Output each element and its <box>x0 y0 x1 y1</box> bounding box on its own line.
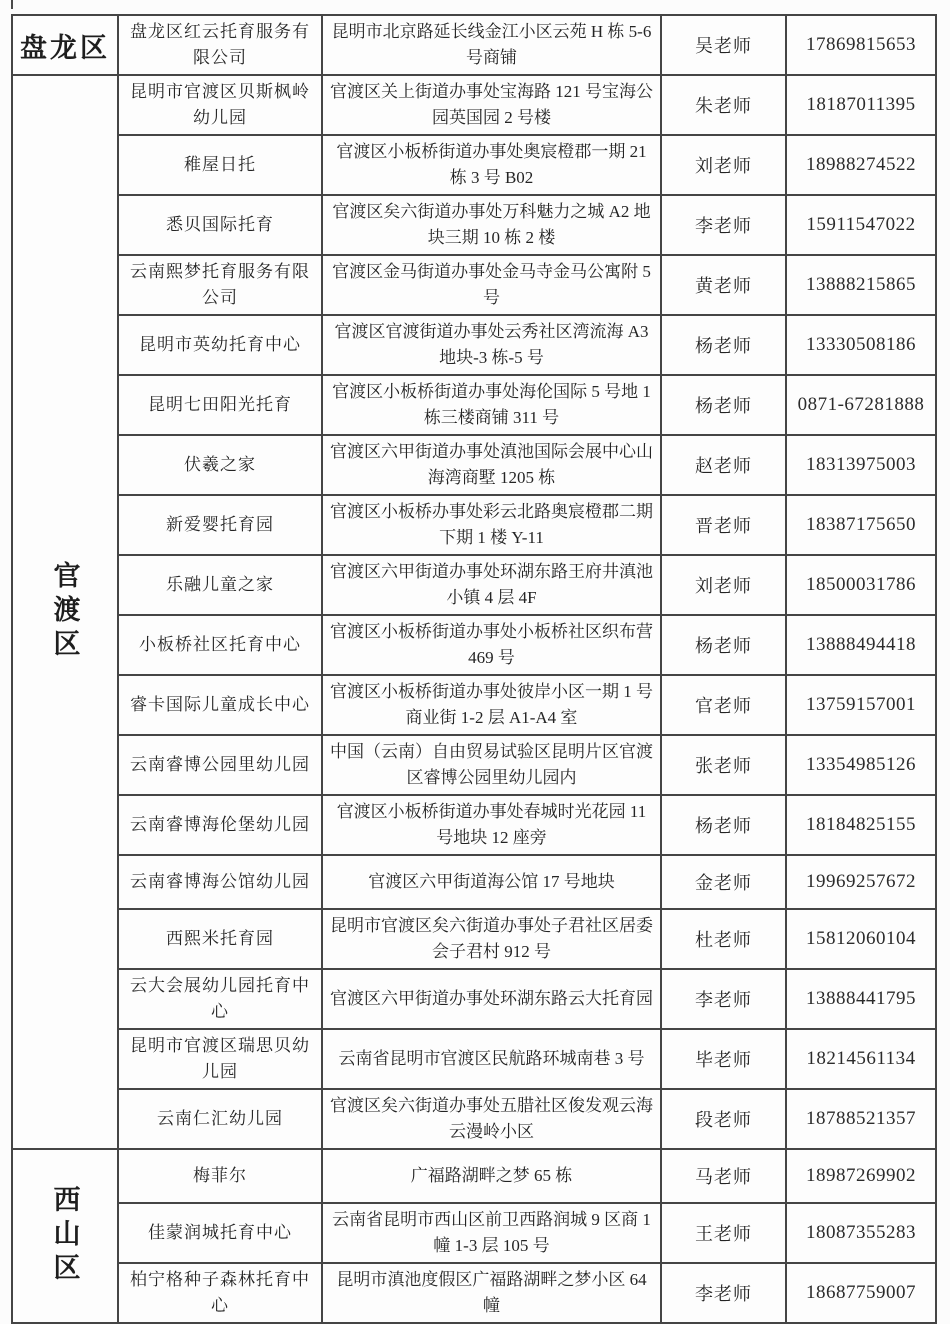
phone-cell <box>787 1090 935 1148</box>
address-text: 官渡区矣六街道办事处五腊社区俊发观云海云漫岭小区 <box>330 1096 653 1141</box>
institution-name: 乐融儿童之家 <box>166 575 274 594</box>
table-row <box>119 734 935 794</box>
table-row <box>119 1150 935 1202</box>
teacher-cell <box>662 1150 787 1202</box>
phone-cell <box>787 616 935 674</box>
address-cell <box>323 196 662 254</box>
address-cell <box>323 676 662 734</box>
address-text: 官渡区官渡街道办事处云秀社区湾流海 A3 地块-3 栋-5 号 <box>334 322 649 367</box>
institution-name: 梅菲尔 <box>193 1166 247 1185</box>
table-row <box>119 968 935 1028</box>
phone-cell <box>787 76 935 134</box>
phone-number: 13354985126 <box>806 754 916 775</box>
address-cell <box>323 496 662 554</box>
teacher-cell <box>662 256 787 314</box>
table-row <box>119 614 935 674</box>
teacher-cell <box>662 1204 787 1262</box>
address-cell <box>323 970 662 1028</box>
teacher-cell <box>662 496 787 554</box>
address-text: 官渡区小板桥街道办事处春城时光花园 11 号地块 12 座旁 <box>336 802 647 847</box>
address-cell <box>323 316 662 374</box>
teacher-cell <box>662 910 787 968</box>
teacher-name: 毕老师 <box>695 1050 752 1070</box>
institution-name: 睿卡国际儿童成长中心 <box>130 695 310 714</box>
address-text: 官渡区关上街道办事处宝海路 121 号宝海公园英国园 2 号楼 <box>330 82 653 127</box>
teacher-name: 杨老师 <box>695 396 752 416</box>
address-cell <box>323 1204 662 1262</box>
teacher-name: 李老师 <box>695 216 752 236</box>
institution-name: 云大会展幼儿园托育中心 <box>130 976 310 1021</box>
teacher-cell <box>662 436 787 494</box>
institution-name: 云南睿博公园里幼儿园 <box>130 755 310 774</box>
address-text: 官渡区矣六街道办事处万科魅力之城 A2 地块三期 10 栋 2 楼 <box>332 202 651 247</box>
phone-number: 18987269902 <box>806 1165 916 1186</box>
phone-cell <box>787 136 935 194</box>
phone-cell <box>787 1204 935 1262</box>
district-cell <box>13 76 119 1148</box>
teacher-cell <box>662 556 787 614</box>
address-text: 官渡区小板桥街道办事处海伦国际 5 号地 1 栋三楼商铺 311 号 <box>332 382 651 427</box>
district-cell <box>13 1150 119 1322</box>
phone-cell <box>787 496 935 554</box>
institution-name: 昆明市官渡区瑞思贝幼儿园 <box>130 1036 310 1081</box>
address-text: 中国（云南）自由贸易试验区昆明片区官渡区睿博公园里幼儿园内 <box>330 742 653 787</box>
institution-name-cell <box>119 676 323 734</box>
institution-name-cell <box>119 1090 323 1148</box>
phone-number: 18500031786 <box>806 574 916 595</box>
phone-cell <box>787 856 935 908</box>
institution-name: 佳蒙润城托育中心 <box>148 1223 292 1242</box>
address-text: 广福路湖畔之梦 65 栋 <box>410 1166 573 1185</box>
address-text: 云南省昆明市西山区前卫西路润城 9 区商 1 幢 1-3 层 105 号 <box>332 1210 651 1255</box>
institution-name-cell <box>119 1150 323 1202</box>
institution-name: 稚屋日托 <box>184 155 256 174</box>
section-rows <box>119 1150 935 1322</box>
table-row <box>119 1028 935 1088</box>
table-row <box>119 674 935 734</box>
phone-number: 13888494418 <box>806 634 916 655</box>
phone-number: 18387175650 <box>806 514 916 535</box>
phone-number: 13888441795 <box>806 988 916 1009</box>
teacher-cell <box>662 616 787 674</box>
teacher-name: 段老师 <box>695 1110 752 1130</box>
table-row <box>119 1088 935 1148</box>
table-row <box>119 314 935 374</box>
teacher-name: 杜老师 <box>695 930 752 950</box>
institution-name: 小板桥社区托育中心 <box>139 635 301 654</box>
table-row <box>119 194 935 254</box>
teacher-name: 金老师 <box>695 873 752 893</box>
address-text: 官渡区小板桥街道办事处奥宸橙郡一期 21 栋 3 号 B02 <box>336 142 647 187</box>
address-cell <box>323 1030 662 1088</box>
address-cell <box>323 910 662 968</box>
teacher-name: 刘老师 <box>695 576 752 596</box>
teacher-cell <box>662 196 787 254</box>
table-row <box>119 16 935 74</box>
teacher-name: 吴老师 <box>695 36 752 56</box>
address-text: 官渡区小板桥办事处彩云北路奥宸橙郡二期下期 1 楼 Y-11 <box>330 502 653 547</box>
teacher-cell <box>662 676 787 734</box>
phone-cell <box>787 436 935 494</box>
address-cell <box>323 256 662 314</box>
teacher-cell <box>662 856 787 908</box>
table-row <box>119 434 935 494</box>
phone-number: 18687759007 <box>806 1282 916 1303</box>
teacher-name: 刘老师 <box>695 156 752 176</box>
district-label: 西山区 <box>49 1185 80 1287</box>
teacher-name: 朱老师 <box>695 96 752 116</box>
teacher-cell <box>662 316 787 374</box>
institution-name-cell <box>119 736 323 794</box>
address-text: 官渡区金马街道办事处金马寺金马公寓附 5 号 <box>332 262 651 307</box>
address-cell <box>323 376 662 434</box>
teacher-name: 晋老师 <box>695 516 752 536</box>
phone-number: 13759157001 <box>806 694 916 715</box>
institution-name: 云南仁汇幼儿园 <box>157 1109 283 1128</box>
institution-name-cell <box>119 910 323 968</box>
address-cell <box>323 796 662 854</box>
institution-name: 昆明市英幼托育中心 <box>139 335 301 354</box>
phone-cell <box>787 1264 935 1322</box>
phone-cell <box>787 316 935 374</box>
institution-name: 昆明市官渡区贝斯枫岭幼儿园 <box>130 82 310 127</box>
teacher-cell <box>662 1030 787 1088</box>
institution-name-cell <box>119 616 323 674</box>
teacher-cell <box>662 970 787 1028</box>
institution-name-cell <box>119 136 323 194</box>
address-cell <box>323 436 662 494</box>
institution-name: 新爱婴托育园 <box>166 515 274 534</box>
section-rows <box>119 16 935 74</box>
address-text: 官渡区六甲街道海公馆 17 号地块 <box>368 872 615 891</box>
section-rows <box>119 76 935 1148</box>
phone-cell <box>787 256 935 314</box>
teacher-name: 黄老师 <box>695 276 752 296</box>
teacher-cell <box>662 76 787 134</box>
institution-name-cell <box>119 1030 323 1088</box>
teacher-cell <box>662 16 787 74</box>
address-cell <box>323 1150 662 1202</box>
institution-name: 西熙米托育园 <box>166 929 274 948</box>
table-row <box>119 494 935 554</box>
address-cell <box>323 16 662 74</box>
phone-cell <box>787 196 935 254</box>
phone-number: 18214561134 <box>806 1048 916 1069</box>
phone-cell <box>787 970 935 1028</box>
table-row <box>119 1262 935 1322</box>
address-cell <box>323 556 662 614</box>
phone-cell <box>787 676 935 734</box>
table-row <box>119 374 935 434</box>
teacher-name: 马老师 <box>695 1167 752 1187</box>
teacher-name: 杨老师 <box>695 816 752 836</box>
address-cell <box>323 1090 662 1148</box>
district-section <box>13 1148 935 1322</box>
teacher-cell <box>662 1264 787 1322</box>
phone-cell <box>787 796 935 854</box>
phone-number: 19969257672 <box>806 871 916 892</box>
institution-name-cell <box>119 970 323 1028</box>
teacher-cell <box>662 796 787 854</box>
table-row <box>119 554 935 614</box>
phone-number: 18313975003 <box>806 454 916 475</box>
institution-name-cell <box>119 1204 323 1262</box>
table-row <box>119 794 935 854</box>
phone-number: 18988274522 <box>806 154 916 175</box>
phone-cell <box>787 556 935 614</box>
table-row <box>119 854 935 908</box>
teacher-cell <box>662 136 787 194</box>
phone-cell <box>787 16 935 74</box>
institution-name: 云南熙梦托育服务有限公司 <box>130 262 310 307</box>
table-row <box>119 254 935 314</box>
institution-name: 盘龙区红云托育服务有限公司 <box>130 22 310 67</box>
teacher-name: 杨老师 <box>695 636 752 656</box>
teacher-name: 杨老师 <box>695 336 752 356</box>
institution-name-cell <box>119 496 323 554</box>
district-label: 盘龙区 <box>20 32 110 63</box>
district-label: 官渡区 <box>49 561 80 663</box>
district-cell <box>13 16 119 74</box>
institution-name-cell <box>119 196 323 254</box>
institution-name-cell <box>119 76 323 134</box>
phone-number: 18184825155 <box>806 814 916 835</box>
document-page <box>11 14 937 1324</box>
teacher-name: 李老师 <box>695 1284 752 1304</box>
phone-number: 18788521357 <box>806 1108 916 1129</box>
address-text: 官渡区六甲街道办事处环湖东路云大托育园 <box>330 989 653 1008</box>
address-text: 官渡区小板桥街道办事处小板桥社区织布营 469 号 <box>330 622 653 667</box>
teacher-cell <box>662 736 787 794</box>
address-cell <box>323 76 662 134</box>
phone-number: 0871-67281888 <box>797 394 925 415</box>
address-cell <box>323 616 662 674</box>
phone-number: 17869815653 <box>806 34 916 55</box>
institution-name-cell <box>119 556 323 614</box>
institution-name: 云南睿博海伦堡幼儿园 <box>130 815 310 834</box>
phone-cell <box>787 376 935 434</box>
teacher-cell <box>662 376 787 434</box>
phone-number: 15911547022 <box>806 214 916 235</box>
phone-cell <box>787 1030 935 1088</box>
table-row <box>119 908 935 968</box>
institution-name-cell <box>119 376 323 434</box>
teacher-name: 李老师 <box>695 990 752 1010</box>
address-text: 官渡区小板桥街道办事处彼岸小区一期 1 号商业街 1-2 层 A1-A4 室 <box>330 682 653 727</box>
table-row <box>119 1202 935 1262</box>
institution-name-cell <box>119 796 323 854</box>
institution-name-cell <box>119 1264 323 1322</box>
institution-name: 云南睿博海公馆幼儿园 <box>130 872 310 891</box>
phone-cell <box>787 1150 935 1202</box>
teacher-name: 王老师 <box>695 1224 752 1244</box>
phone-cell <box>787 910 935 968</box>
table-border-remnant <box>11 0 13 9</box>
phone-number: 18087355283 <box>806 1222 916 1243</box>
teacher-name: 赵老师 <box>695 456 752 476</box>
district-section <box>13 74 935 1148</box>
address-text: 昆明市北京路延长线金江小区云苑 H 栋 5-6 号商铺 <box>331 22 652 67</box>
address-text: 昆明市官渡区矣六街道办事处子君社区居委会子君村 912 号 <box>330 916 653 961</box>
address-text: 官渡区六甲街道办事处滇池国际会展中心山海湾商墅 1205 栋 <box>330 442 653 487</box>
district-section <box>13 16 935 74</box>
phone-number: 13888215865 <box>806 274 916 295</box>
institution-name-cell <box>119 256 323 314</box>
table-row <box>119 134 935 194</box>
table-row <box>119 76 935 134</box>
institution-name-cell <box>119 436 323 494</box>
institution-name: 悉贝国际托育 <box>166 215 274 234</box>
phone-number: 18187011395 <box>806 94 916 115</box>
phone-cell <box>787 736 935 794</box>
teacher-name: 张老师 <box>695 756 752 776</box>
phone-number: 15812060104 <box>806 928 916 949</box>
institution-name-cell <box>119 316 323 374</box>
address-cell <box>323 856 662 908</box>
address-cell <box>323 136 662 194</box>
institution-name: 昆明七田阳光托育 <box>148 395 292 414</box>
directory-table <box>11 14 937 1324</box>
address-cell <box>323 1264 662 1322</box>
address-text: 官渡区六甲街道办事处环湖东路王府井滇池小镇 4 层 4F <box>330 562 653 607</box>
address-text: 云南省昆明市官渡区民航路环城南巷 3 号 <box>338 1049 645 1068</box>
institution-name-cell <box>119 16 323 74</box>
address-text: 昆明市滇池度假区广福路湖畔之梦小区 64 幢 <box>336 1270 647 1315</box>
address-cell <box>323 736 662 794</box>
institution-name: 伏羲之家 <box>184 455 256 474</box>
teacher-name: 官老师 <box>695 696 752 716</box>
institution-name-cell <box>119 856 323 908</box>
teacher-cell <box>662 1090 787 1148</box>
phone-number: 13330508186 <box>806 334 916 355</box>
institution-name: 柏宁格种子森林托育中心 <box>130 1270 310 1315</box>
